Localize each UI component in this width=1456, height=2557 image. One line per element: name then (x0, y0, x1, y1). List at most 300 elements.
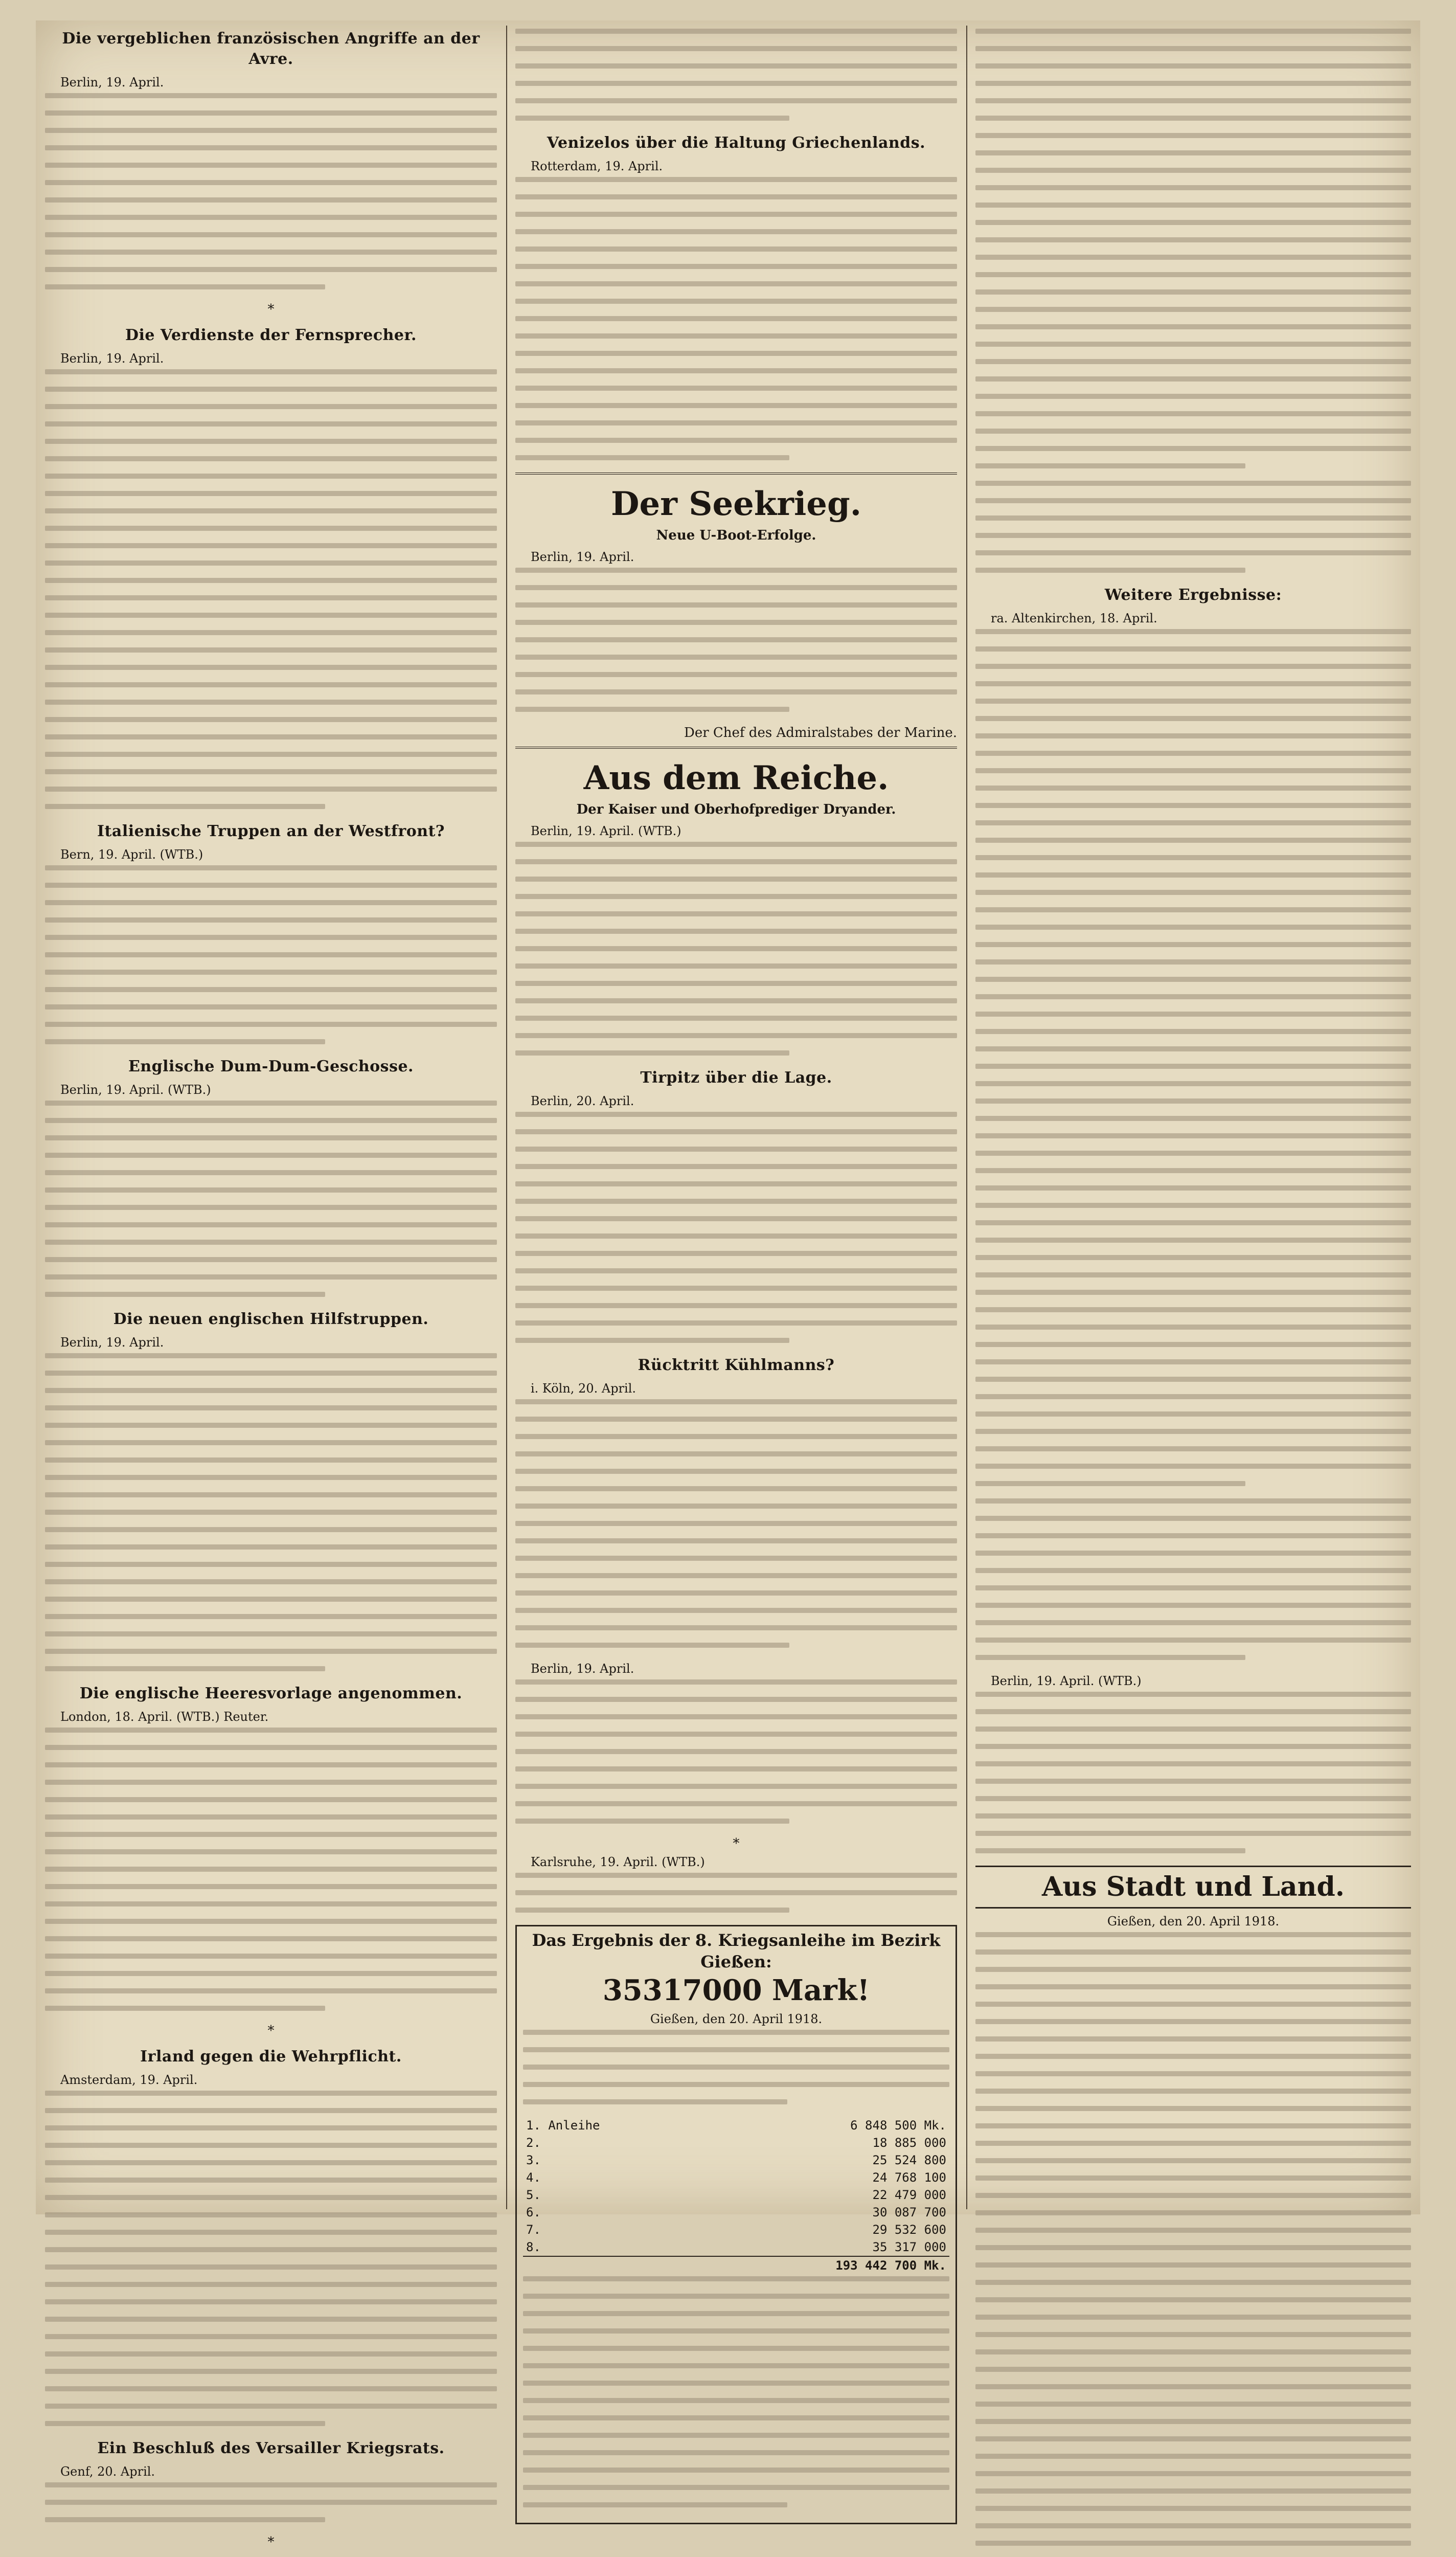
dateline: Berlin, 19. April. (WTB.) (531, 824, 681, 838)
text-line (515, 1590, 957, 1596)
text-line (515, 386, 957, 391)
text-line (515, 1766, 957, 1771)
text-line (975, 1585, 1411, 1590)
text-line (515, 1469, 957, 1474)
text-line (975, 925, 1411, 930)
article-body (515, 568, 957, 712)
text-line (45, 2351, 497, 2357)
article-body (975, 481, 1411, 573)
text-line (45, 1257, 497, 1262)
text-line (975, 733, 1411, 738)
row-number: 4. (526, 2170, 541, 2185)
column-left (36, 20, 506, 2550)
text-line (975, 533, 1411, 538)
text-line (45, 1405, 497, 1410)
text-line (975, 699, 1411, 704)
text-line (515, 1697, 957, 1702)
text-line (45, 970, 497, 975)
text-line (45, 1597, 497, 1602)
text-line (975, 890, 1411, 895)
text-line (515, 1320, 957, 1326)
text-line (45, 145, 497, 150)
text-line (515, 1181, 957, 1186)
text-line (523, 2485, 949, 2490)
text-line (45, 387, 497, 392)
text-line (975, 2454, 1411, 2459)
text-line (45, 752, 497, 757)
text-line (45, 2247, 497, 2252)
text-line (975, 1813, 1411, 1819)
text-line (975, 1359, 1411, 1364)
text-line (45, 1527, 497, 1532)
separator-star: * (267, 2023, 275, 2038)
text-line (45, 804, 325, 809)
signature: Der Chef des Admiralstabes der Marine. (684, 725, 957, 741)
article-body (523, 2030, 949, 2104)
text-line (515, 1643, 789, 1648)
text-line (45, 1901, 497, 1906)
text-line (45, 717, 497, 722)
text-line (975, 429, 1411, 434)
article-body (515, 1399, 957, 1648)
text-line (515, 194, 957, 199)
text-line (975, 2280, 1411, 2285)
dateline: Berlin, 19. April. (60, 1335, 164, 1350)
text-line (975, 1692, 1411, 1697)
text-line (975, 2541, 1411, 2546)
column-middle (506, 20, 966, 2273)
text-line (975, 2158, 1411, 2163)
text-line (45, 917, 497, 923)
text-line (515, 81, 957, 86)
text-line (515, 568, 957, 573)
text-line (45, 491, 497, 496)
text-line (975, 2488, 1411, 2494)
dateline: Berlin, 19. April. (WTB.) (60, 1083, 211, 1097)
text-line (45, 1728, 497, 1733)
row-amount: 35 317 000 (872, 2240, 946, 2254)
text-line (45, 1170, 497, 1175)
article-body (975, 29, 1411, 468)
text-line (515, 1417, 957, 1422)
dateline: Berlin, 19. April. (WTB.) (991, 1674, 1142, 1688)
text-line (975, 237, 1411, 242)
text-line (523, 2363, 949, 2368)
text-line (515, 1625, 957, 1630)
table-row (523, 2134, 949, 2151)
dateline: Berlin, 19. April. (60, 351, 164, 366)
text-line (975, 359, 1411, 364)
section-subtitle: Neue U-Boot-Erfolge. (656, 528, 816, 543)
text-line (975, 2523, 1411, 2528)
text-line (515, 707, 789, 712)
text-line (975, 646, 1411, 652)
text-line (975, 463, 1245, 468)
section-subtitle: Der Kaiser und Oberhofprediger Dryander. (576, 802, 896, 817)
row-amount: 22 479 000 (872, 2188, 946, 2202)
text-line (45, 232, 497, 237)
text-line (975, 568, 1245, 573)
dateline: Bern, 19. April. (WTB.) (60, 847, 203, 862)
text-line (975, 751, 1411, 756)
separator-star: * (267, 302, 275, 317)
text-line (45, 1118, 497, 1123)
text-line (515, 689, 957, 694)
text-line (515, 1251, 957, 1256)
text-line (515, 1714, 957, 1719)
text-line (975, 838, 1411, 843)
article-body (523, 2276, 949, 2507)
text-line (975, 168, 1411, 173)
text-line (45, 163, 497, 168)
text-line (515, 1147, 957, 1152)
text-line (523, 2398, 949, 2403)
article-body (45, 2482, 497, 2522)
headline: Englische Dum-Dum-Geschosse. (128, 1058, 414, 1075)
row-number: 5. (526, 2188, 541, 2202)
text-line (975, 2193, 1411, 2198)
text-line (975, 2367, 1411, 2372)
text-line (515, 264, 957, 269)
text-line (45, 197, 497, 203)
dateline: i. Köln, 20. April. (531, 1381, 636, 1396)
text-line (515, 1819, 789, 1824)
text-line (515, 1268, 957, 1273)
text-line (45, 543, 497, 548)
text-line (45, 900, 497, 905)
text-line (975, 98, 1411, 103)
table-row (523, 2204, 949, 2221)
text-line (975, 342, 1411, 347)
text-line (515, 998, 957, 1003)
text-line (515, 1504, 957, 1509)
text-line (45, 1745, 497, 1750)
article-body (45, 1353, 497, 1671)
text-line (45, 2299, 497, 2304)
text-line (975, 1064, 1411, 1069)
text-line (975, 803, 1411, 808)
text-line (515, 299, 957, 304)
text-line (975, 872, 1411, 878)
text-line (45, 1666, 325, 1671)
text-line (515, 1801, 957, 1806)
text-line (975, 1185, 1411, 1191)
text-line (975, 1709, 1411, 1714)
text-line (45, 110, 497, 116)
text-line (515, 246, 957, 252)
text-line (515, 1016, 957, 1021)
text-line (515, 1521, 957, 1526)
text-line (975, 2245, 1411, 2250)
text-line (975, 2506, 1411, 2511)
text-line (45, 2125, 497, 2130)
dateline: Berlin, 20. April. (531, 1094, 634, 1108)
text-line (45, 578, 497, 583)
text-line (45, 769, 497, 774)
text-line (45, 1004, 497, 1010)
text-line (45, 595, 497, 600)
text-line (45, 128, 497, 133)
article-body (515, 177, 957, 460)
text-line (523, 2450, 949, 2455)
article-body (975, 1932, 1411, 2557)
text-line (515, 1732, 957, 1737)
text-line (975, 1932, 1411, 1937)
text-line (45, 2160, 497, 2165)
text-line (975, 1151, 1411, 1156)
text-line (45, 2500, 497, 2505)
box-title: Das Ergebnis der 8. Kriegsanleihe im Bezirk Gießen: (532, 1931, 941, 1971)
text-line (45, 404, 497, 409)
dateline: Genf, 20. April. (60, 2464, 155, 2479)
text-line (515, 963, 957, 969)
text-line (45, 1292, 325, 1297)
dateline: Amsterdam, 19. April. (60, 2073, 198, 2087)
text-line (975, 1726, 1411, 1732)
text-line (45, 682, 497, 687)
section-rule (515, 473, 957, 475)
text-line (45, 439, 497, 444)
article-body (515, 1112, 957, 1343)
text-line (975, 2419, 1411, 2424)
text-line (975, 1220, 1411, 1225)
row-amount: 25 524 800 (872, 2153, 946, 2167)
text-line (515, 1233, 957, 1239)
table-row (523, 2238, 949, 2256)
text-line (975, 2262, 1411, 2268)
text-line (523, 2328, 949, 2334)
text-line (975, 81, 1411, 86)
text-line (975, 1516, 1411, 1521)
row-amount: 24 768 100 (872, 2170, 946, 2185)
text-line (975, 376, 1411, 382)
text-line (975, 681, 1411, 686)
text-line (45, 421, 497, 427)
section-title: Aus Stadt und Land. (1042, 1871, 1345, 1902)
text-line (515, 1908, 789, 1913)
text-line (975, 1796, 1411, 1801)
text-line (975, 1984, 1411, 1989)
text-line (45, 1936, 497, 1941)
text-line (45, 1884, 497, 1889)
text-line (975, 1394, 1411, 1399)
text-line (515, 368, 957, 373)
text-line (45, 1423, 497, 1428)
text-line (515, 1873, 957, 1878)
text-line (515, 1451, 957, 1456)
text-line (45, 1388, 497, 1393)
text-line (975, 2175, 1411, 2181)
text-line (523, 2294, 949, 2299)
text-line (45, 700, 497, 705)
text-line (975, 220, 1411, 225)
text-line (515, 602, 957, 608)
text-line (45, 2195, 497, 2200)
article-body (515, 29, 957, 121)
dateline: Gießen, den 20. April 1918. (1107, 1914, 1280, 1928)
table-row (523, 2151, 949, 2169)
text-line (975, 481, 1411, 486)
text-line (45, 1440, 497, 1445)
article-body (975, 1692, 1411, 1853)
article-body (975, 629, 1411, 1486)
text-line (975, 2402, 1411, 2407)
text-line (45, 2230, 497, 2235)
text-line (975, 855, 1411, 860)
text-line (975, 977, 1411, 982)
text-line (45, 734, 497, 739)
text-line (45, 2108, 497, 2113)
text-line (515, 281, 957, 286)
headline: Ein Beschluß des Versailler Kriegsrats. (97, 2439, 445, 2457)
row-number: 7. (526, 2223, 541, 2237)
text-line (515, 63, 957, 69)
text-line (45, 1797, 497, 1802)
text-line (975, 1446, 1411, 1451)
text-line (515, 1199, 957, 1204)
text-line (515, 1556, 957, 1561)
text-line (45, 180, 497, 185)
text-line (975, 2002, 1411, 2007)
text-line (515, 946, 957, 951)
war-bond-table (523, 2117, 949, 2274)
text-line (975, 2071, 1411, 2076)
text-line (523, 2311, 949, 2316)
text-line (975, 411, 1411, 416)
text-line (45, 952, 497, 957)
text-line (45, 647, 497, 653)
text-line (515, 333, 957, 339)
text-line (45, 1631, 497, 1636)
text-line (975, 498, 1411, 503)
text-line (45, 2317, 497, 2322)
text-line (975, 1116, 1411, 1121)
text-line (975, 203, 1411, 208)
text-line (975, 1290, 1411, 1295)
text-line (975, 394, 1411, 399)
text-line (975, 629, 1411, 634)
table-row (523, 2186, 949, 2204)
text-line (515, 1434, 957, 1439)
text-line (45, 665, 497, 670)
text-line (975, 2332, 1411, 2337)
headline: Rücktritt Kühlmanns? (638, 1356, 835, 1374)
text-line (45, 2386, 497, 2391)
article-body (515, 842, 957, 1056)
text-line (975, 1203, 1411, 1208)
text-line (975, 289, 1411, 295)
text-line (523, 2099, 787, 2104)
row-number: 8. (526, 2240, 541, 2254)
text-line (975, 2054, 1411, 2059)
text-line (523, 2047, 949, 2052)
text-line (975, 1272, 1411, 1277)
article-body (45, 369, 497, 809)
text-line (45, 2517, 325, 2522)
text-line (975, 307, 1411, 312)
text-line (975, 1133, 1411, 1138)
text-line (515, 1749, 957, 1754)
text-line (515, 620, 957, 625)
text-line (975, 272, 1411, 277)
text-line (45, 613, 497, 618)
text-line (45, 1371, 497, 1376)
text-line (975, 185, 1411, 190)
text-line (45, 2178, 497, 2183)
dateline: Gießen, den 20. April 1918. (650, 2012, 823, 2026)
text-line (45, 2482, 497, 2487)
text-line (975, 1012, 1411, 1017)
text-line (515, 1486, 957, 1491)
headline: Die Verdienste der Fernsprecher. (125, 326, 417, 344)
text-line (975, 1411, 1411, 1417)
box-total-amount: 35317000 Mark! (602, 1973, 870, 2007)
text-line (45, 1022, 497, 1027)
text-line (45, 2421, 325, 2426)
text-line (45, 93, 497, 98)
text-line (975, 2123, 1411, 2128)
text-line (45, 1832, 497, 1837)
text-line (45, 284, 325, 289)
row-amount: 29 532 600 (872, 2223, 946, 2237)
section-rule (515, 747, 957, 749)
text-line (975, 1307, 1411, 1312)
text-line (515, 859, 957, 864)
text-line (45, 1457, 497, 1463)
text-line (45, 630, 497, 635)
text-line (515, 420, 957, 425)
text-line (975, 1848, 1245, 1853)
article-body (45, 93, 497, 289)
text-line (515, 672, 957, 677)
text-line (975, 1744, 1411, 1749)
text-line (515, 229, 957, 234)
text-line (975, 1325, 1411, 1330)
text-line (975, 2436, 1411, 2441)
text-line (975, 116, 1411, 121)
text-line (45, 369, 497, 374)
text-line (523, 2276, 949, 2281)
text-line (975, 820, 1411, 825)
text-line (45, 1849, 497, 1854)
text-line (975, 515, 1411, 521)
text-line (975, 1098, 1411, 1104)
text-line (975, 1238, 1411, 1243)
text-line (515, 655, 957, 660)
text-line (45, 1988, 497, 1993)
text-line (975, 942, 1411, 947)
text-line (975, 1029, 1411, 1034)
text-line (975, 2228, 1411, 2233)
text-line (975, 1046, 1411, 1051)
text-line (45, 1187, 497, 1193)
headline: Weitere Ergebnisse: (1104, 586, 1282, 604)
text-line (515, 585, 957, 590)
text-line (515, 438, 957, 443)
text-line (515, 877, 957, 882)
text-line (45, 1544, 497, 1550)
text-line (975, 324, 1411, 329)
dateline: Berlin, 19. April. (60, 75, 164, 89)
row-number: 3. (526, 2153, 541, 2167)
text-line (523, 2381, 949, 2386)
text-line (975, 46, 1411, 51)
text-line (515, 1286, 957, 1291)
text-line (45, 2006, 325, 2011)
text-line (45, 250, 497, 255)
text-line (975, 1949, 1411, 1955)
text-line (515, 911, 957, 916)
